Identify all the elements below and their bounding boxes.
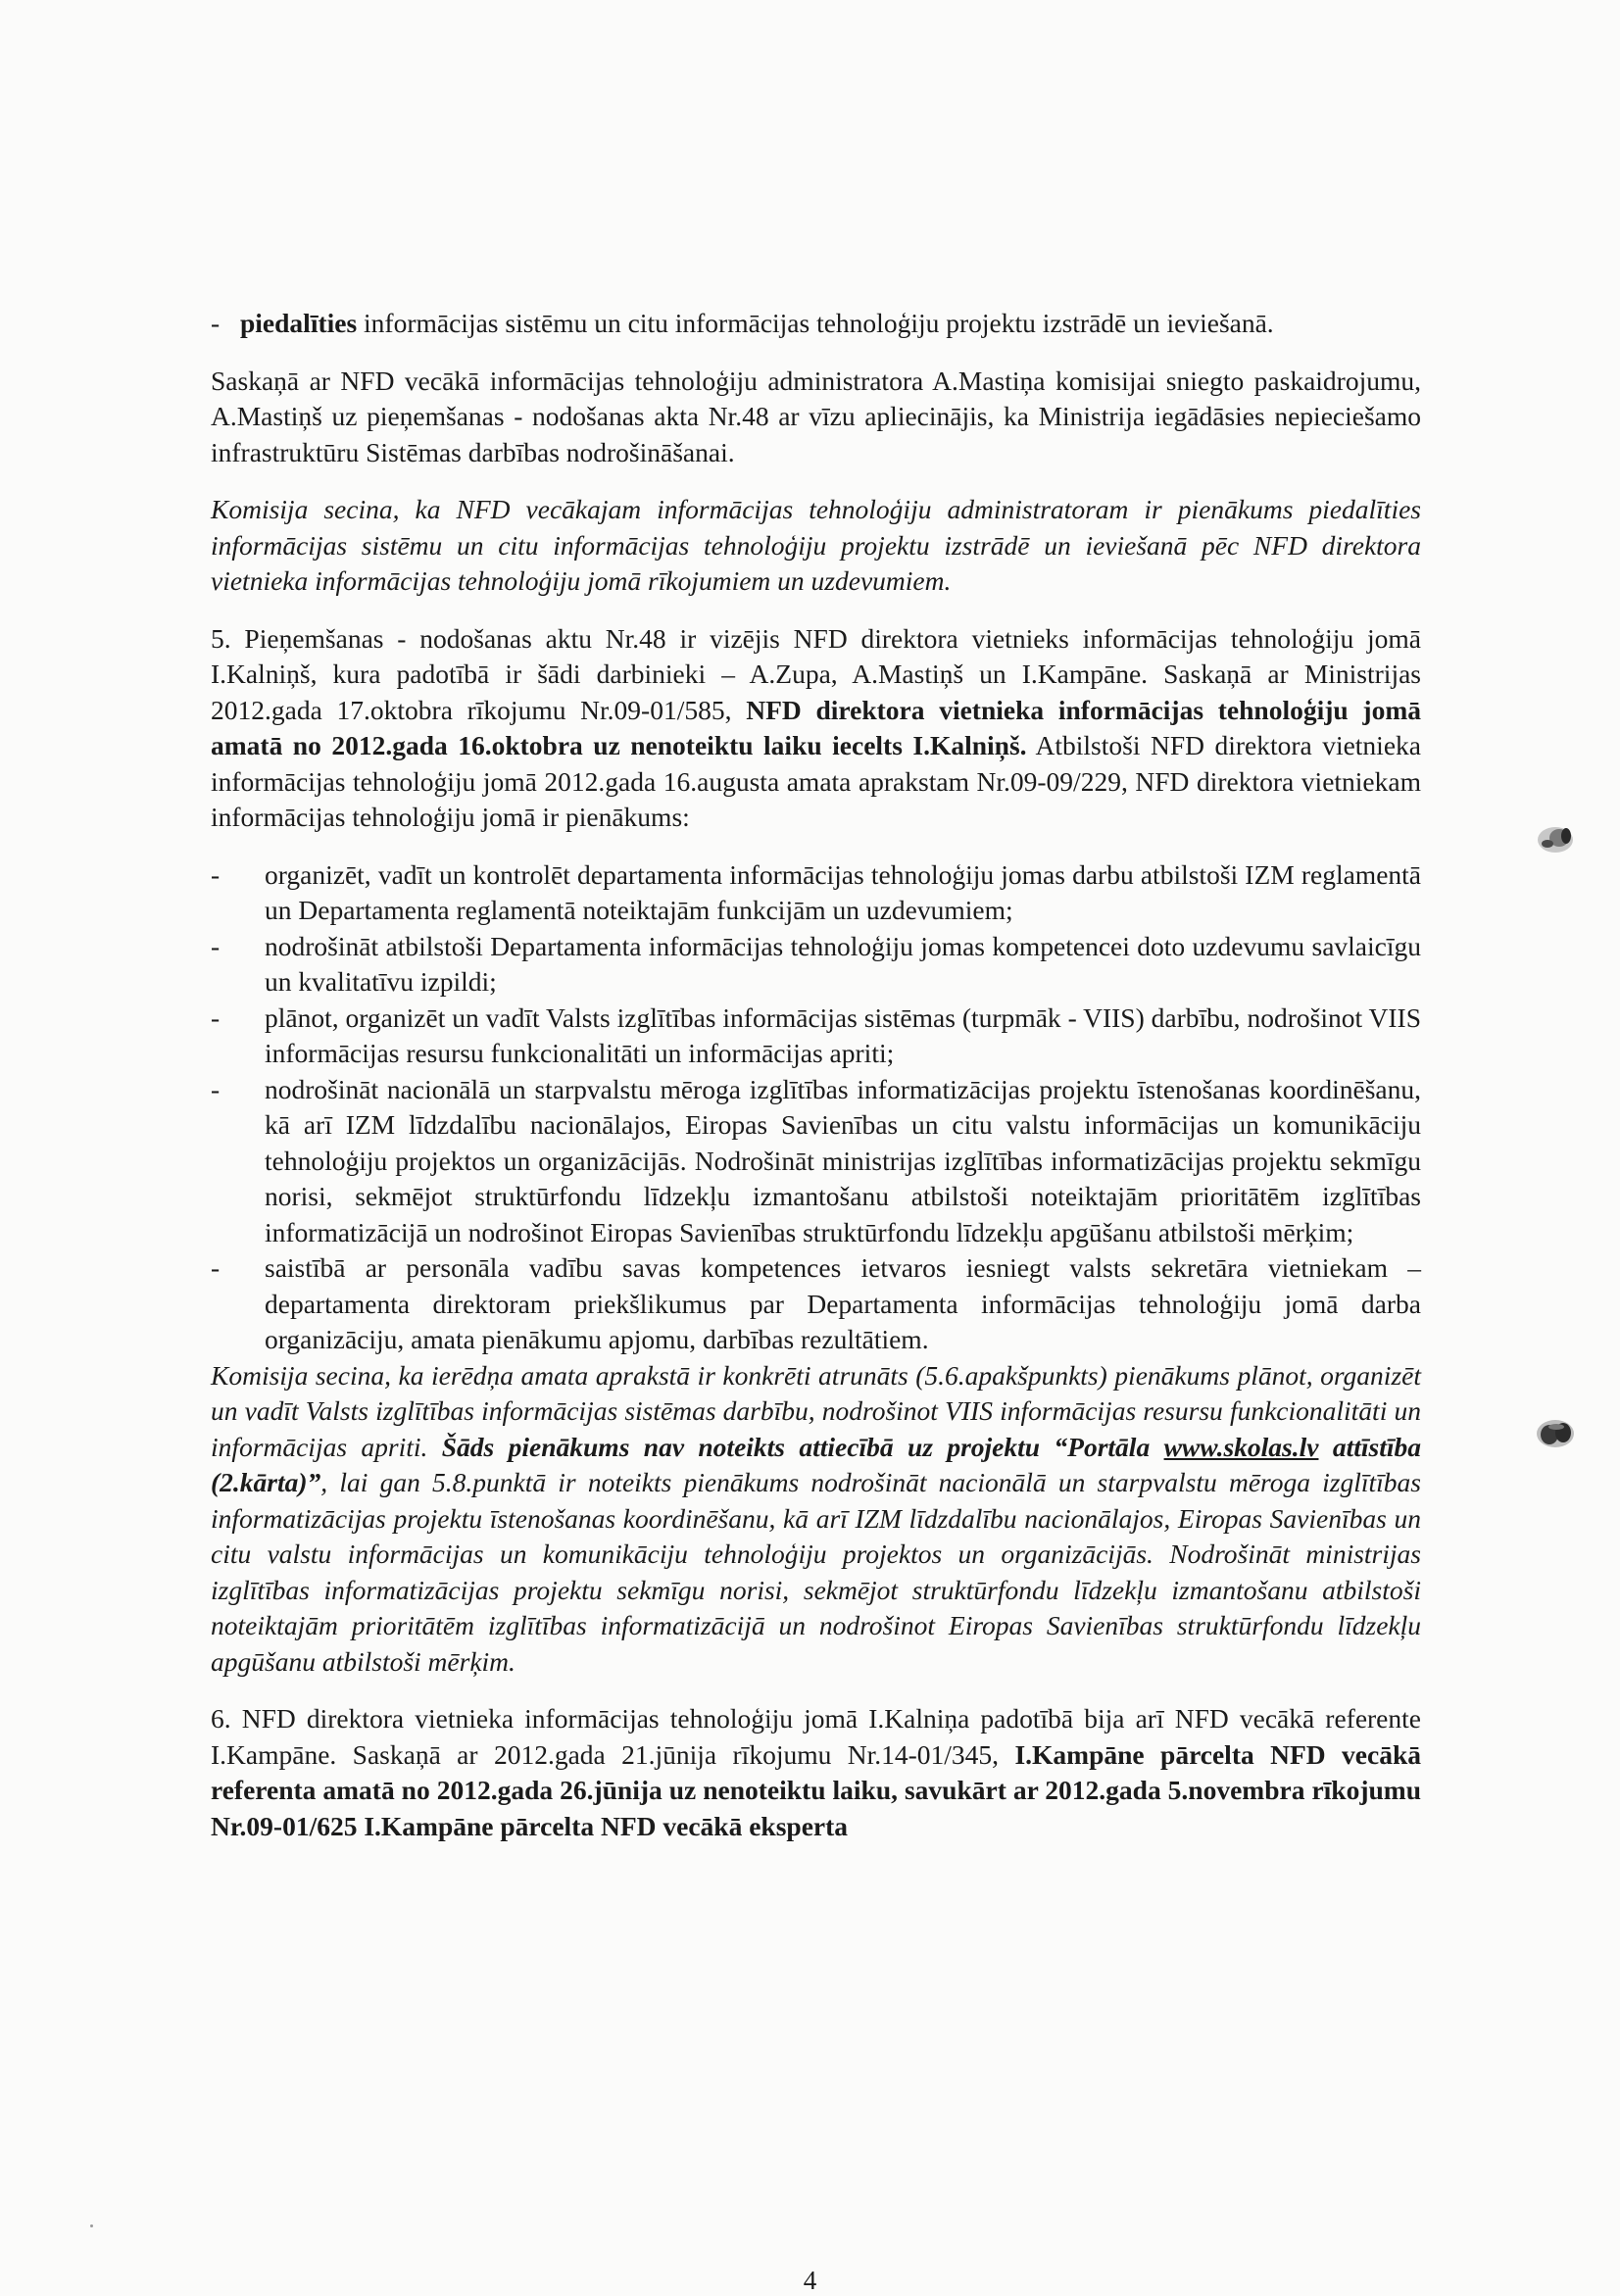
list-item: [211, 929, 1421, 1001]
p4-intro: Komisija secina, ka ierēdņa amata aprakstā ir konkrēti atrunāts (5.6.apakšpunkts) pienākums plānot, organizēt un vadīt Valsts izglītības informācijas sistēmas darbību, nodrošinot VIIS informācijas resursu funkcionalitāti un informācijas apriti.: [211, 1359, 1421, 1462]
list-item: [211, 1250, 1421, 1358]
page-body: [211, 306, 1421, 1844]
scan-speck: [90, 2224, 93, 2227]
list-dash: -: [211, 1073, 221, 1104]
list-item: [211, 1072, 1421, 1251]
p4-bold-a: Šāds pienākums nav noteikts attiecībā uz projektu “Portāla: [441, 1431, 1164, 1462]
list-dash: -: [211, 1001, 221, 1033]
p6-intro: 6. NFD direktora vietnieka informācijas tehnoloģiju jomā I.Kalniņa padotībā bija arī NFD vecākā referente I.Kampāne. Saskaņā ar 2012.gada 21.jūnija rīkojumu Nr.14-01/345,: [211, 1703, 1421, 1770]
list-text: saistībā ar personāla vadību savas kompetences ietvaros iesniegt valsts sekretāra vietniekam – departamenta direktoram priekšlikumus par Departamenta informācijas tehnoloģiju jomā darba organizāciju, amata pienākumu apjomu, darbības rezultātiem.: [265, 1252, 1421, 1354]
list-text: plānot, organizēt un vadīt Valsts izglītības informācijas sistēmas (turpmāk - VIIS) darbību, nodrošinot VIIS informācijas resursu funkcionalitāti un informācijas apriti;: [265, 1001, 1421, 1068]
list-text: nodrošināt nacionālā un starpvalstu mēroga izglītības informatizācijas projektu īstenošanas koordinēšanu, kā arī IZM līdzdalību nacionālajos, Eiropas Savienības un citu valstu informācijas un komunikāciju tehnoloģiju projektos un organizācijās. Nodrošināt ministrijas izglītības informatizācijas projektu sekmīgu norisi, sekmējot struktūrfondu līdzekļu izmantošanu atbilstoši noteiktajām prioritātēm izglītības informatizācijā un nodrošinot Eiropas Savienības struktūrfondu līdzekļu apgūšanu atbilstoši mērķim;: [265, 1073, 1421, 1247]
bullet-rest: informācijas sistēmu un citu informācijas tehnoloģiju projektu izstrādē un ieviešanā.: [357, 308, 1274, 338]
p5-bold: NFD direktora vietnieka informācijas tehnoloģiju jomā amatā no 2012.gada 16.oktobra uz nenoteiktu laiku iecelts I.Kalniņš.: [211, 694, 1421, 760]
p5-intro: 5. Pieņemšanas - nodošanas aktu Nr.48 ir vizējis NFD direktora vietnieks informācijas tehnoloģiju jomā I.Kalniņš, kura padotībā ir šādi darbinieki – A.Zupa, A.Mastiņš un I.Kampāne. Saskaņā ar Ministrijas 2012.gada 17.oktobra rīkojumu Nr.09-01/585,: [211, 622, 1421, 725]
bullet-dash: -: [211, 308, 221, 338]
paragraph-6: [211, 1701, 1421, 1844]
list-dash: -: [211, 1252, 221, 1283]
list-text: nodrošināt atbilstoši Departamenta informācijas tehnoloģiju jomas kompetencei doto uzdevumu savlaicīgu un kvalitatīvu izpildi;: [265, 930, 1421, 997]
paragraph-commission-conclusion-2: [211, 1358, 1421, 1681]
list-item: [211, 1001, 1421, 1072]
list-text: organizēt, vadīt un kontrolēt departamenta informācijas tehnoloģiju jomas darbu atbilstoši IZM reglamentā un Departamenta reglamentā noteiktajām funkcijām un uzdevumiem;: [265, 858, 1421, 925]
p6-bold: I.Kampāne pārcelta NFD vecākā referenta amatā no 2012.gada 26.jūnija uz nenoteiktu laiku, savukārt ar 2012.gada 5.novembra rīkojumu Nr.09-01/625 I.Kampāne pārcelta NFD vecākā eksperta: [211, 1738, 1421, 1841]
bullet-text: [240, 306, 1421, 342]
p4-bold-b: attīstība (2.kārta)”: [211, 1431, 1422, 1497]
p4-rest: , lai gan 5.8.punktā ir noteikts pienākums nodrošināt nacionālā un starpvalstu mēroga izglītības informatizācijas projektu īstenošanas koordinēšanu, kā arī IZM līdzdalību nacionālajos, Eiropas Savienības un citu valstu informācijas un komunikāciju tehnoloģiju projektos un organizācijās. Nodrošināt ministrijas izglītības informatizācijas projektu sekmīgu norisi, sekmējot struktūrfondu līdzekļu izmantošanu atbilstoši noteiktajām prioritātēm izglītības informatizācijā un nodrošinot Eiropas Savienības struktūrfondu līdzekļu apgūšanu atbilstoši mērķim.: [211, 1467, 1421, 1677]
list-dash: -: [211, 858, 221, 890]
list-item: [211, 857, 1421, 929]
paragraph-mastins-explanation: Saskaņā ar NFD vecākā informācijas tehnoloģiju administratora A.Mastiņa komisijai sniegto paskaidrojumu, A.Mastiņš uz pieņemšanas - nodošanas akta Nr.48 ar vīzu apliecinājis, ka Ministrija iegādāsies nepieciešamo infrastruktūru Sistēmas darbības nodrošināšanai.: [211, 365, 1421, 467]
p5-rest: Atbilstoši NFD direktora vietnieka informācijas tehnoloģiju jomā 2012.gada 16.augusta amata aprakstam Nr.09-09/229, NFD direktora vietniekam informācijas tehnoloģiju jomā ir pienākums:: [211, 730, 1421, 832]
bold-term: piedalīties: [240, 308, 358, 338]
margin-mark-icon: [1534, 818, 1581, 857]
duties-list: [211, 857, 1421, 1358]
paragraph-5: [211, 621, 1421, 836]
paragraph-commission-conclusion-1: Komisija secina, ka NFD vecākajam informācijas tehnoloģiju administratoram ir pienākums piedalīties informācijas sistēmu un citu informācijas tehnoloģiju projektu izstrādē un ieviešanā pēc NFD direktora vietnieka informācijas tehnoloģiju jomā rīkojumiem un uzdevumiem.: [211, 494, 1421, 596]
bullet-item-first: [211, 306, 1421, 342]
page-number: 4: [803, 2266, 817, 2295]
list-dash: -: [211, 930, 221, 961]
skolas-link[interactable]: www.skolas.lv: [1163, 1431, 1319, 1462]
margin-mark-icon: [1532, 1414, 1579, 1453]
